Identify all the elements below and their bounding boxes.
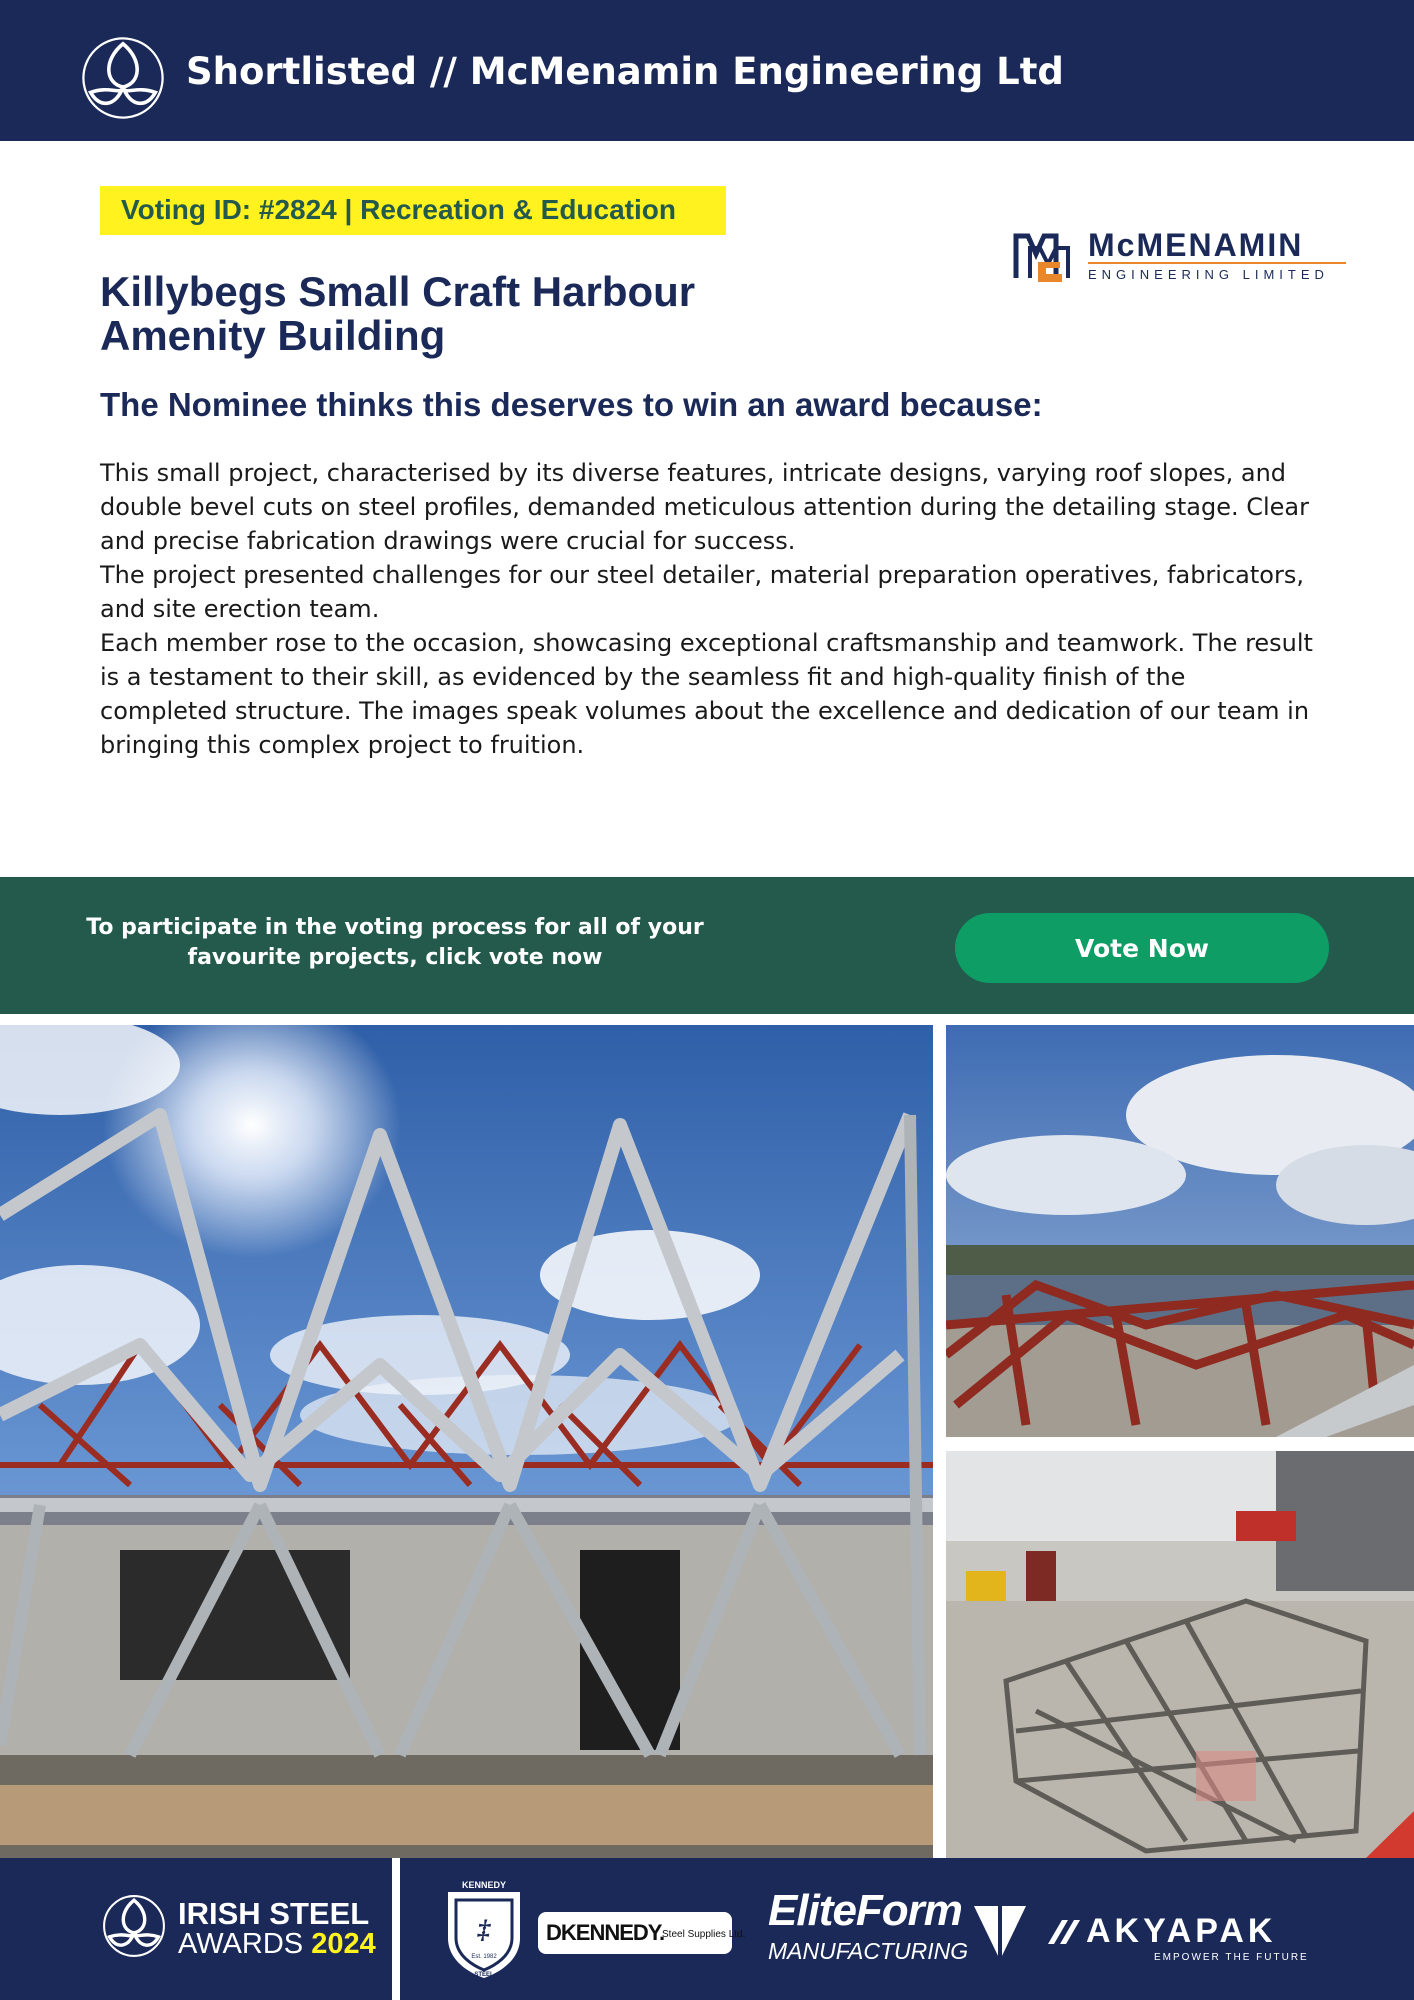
sponsor-footer bbox=[0, 1858, 1414, 2000]
nomination-paragraph: The project presented challenges for our steel detailer, material preparation operatives, fabricators, and site erection team. bbox=[100, 561, 1304, 623]
kennedy-crest-top-text: KENNEDY bbox=[461, 1880, 507, 1890]
project-title-line1: Killybegs Small Craft Harbour bbox=[100, 268, 696, 315]
irish-steel-awards-title: IRISH STEEL bbox=[178, 1896, 370, 1931]
awards-year: 2024 bbox=[311, 1928, 376, 1960]
trefoil-swirl-icon bbox=[78, 33, 168, 123]
footer-divider bbox=[392, 1858, 400, 2000]
eliteform-subtitle: MANUFACTURING bbox=[768, 1938, 969, 1964]
project-title bbox=[100, 270, 780, 358]
mcmenamin-logo-name: McMENAMIN bbox=[1088, 227, 1304, 263]
mcmenamin-logo-tagline: ENGINEERING LIMITED bbox=[1088, 267, 1329, 282]
dkennedy-logo bbox=[538, 1912, 746, 1954]
workshop-frame-photo bbox=[946, 1451, 1414, 1858]
voting-id-badge bbox=[100, 186, 726, 235]
vote-cta-band bbox=[0, 877, 1414, 1014]
kennedy-crest-est-text: Est. 1982 bbox=[471, 1954, 497, 1960]
nomination-body bbox=[100, 456, 1320, 762]
vote-cta-text: To participate in the voting process for all of your favourite projects, click vote now bbox=[86, 915, 704, 970]
vote-now-button[interactable]: Vote Now bbox=[955, 913, 1329, 983]
header-bar bbox=[0, 0, 1414, 141]
eliteform-triangle-icon bbox=[972, 1902, 1028, 1964]
eliteform-name: EliteForm bbox=[768, 1886, 962, 1935]
dkennedy-name: DKENNEDY. bbox=[546, 1920, 665, 1945]
nomination-heading: The Nominee thinks this deserves to win an award because: bbox=[100, 386, 1043, 423]
akyapak-chevron-icon bbox=[1046, 1918, 1090, 1946]
nomination-paragraph: This small project, characterised by its diverse features, intricate designs, varying roof slopes, and double bevel cuts on steel profiles, demanded meticulous attention during the detailing stage. Clear and precise fabrication drawings were crucial for success. bbox=[100, 459, 1309, 555]
akyapak-name: AKYAPAK bbox=[1086, 1912, 1277, 1950]
svg-text:‡: ‡ bbox=[477, 1915, 491, 1944]
kennedy-crest-bottom-text: STEEL bbox=[474, 1972, 494, 1978]
project-title-line2: Amenity Building bbox=[100, 312, 446, 359]
kennedy-steel-crest-icon bbox=[436, 1878, 532, 1980]
mm-monogram-icon bbox=[1016, 236, 1068, 282]
irish-steel-awards-subtitle bbox=[178, 1928, 376, 1961]
voting-id-text: Voting ID: #2824 | Recreation & Education bbox=[121, 194, 676, 225]
dkennedy-subtitle: Steel Supplies Ltd. bbox=[662, 1929, 746, 1940]
nomination-paragraph: Each member rose to the occasion, showcasing exceptional craftsmanship and teamwork. The result is a testament to their skill, as evidenced by the seamless fit and high-quality finish of the completed structure. The images speak volumes about the excellence and dedication of our team in bringing this complex project to fruition. bbox=[100, 629, 1313, 759]
awards-word: AWARDS bbox=[178, 1928, 304, 1960]
harbour-frame-photo bbox=[946, 1025, 1414, 1437]
steel-frame-photo bbox=[0, 1025, 933, 1858]
akyapak-tagline: EMPOWER THE FUTURE bbox=[1154, 1952, 1309, 1963]
trefoil-swirl-icon bbox=[100, 1892, 168, 1960]
page-header-title: Shortlisted // McMenamin Engineering Ltd bbox=[186, 50, 1064, 93]
mcmenamin-logo bbox=[1012, 222, 1352, 288]
